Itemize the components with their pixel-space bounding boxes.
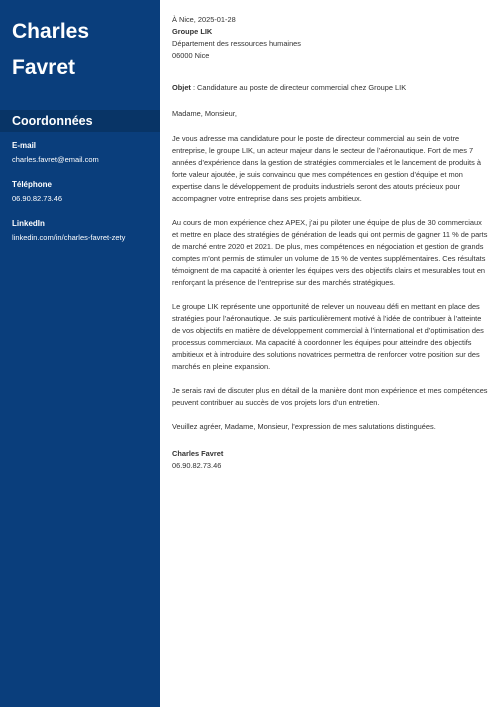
candidate-name xyxy=(0,0,160,96)
phone-label: Téléphone xyxy=(12,180,53,189)
sidebar xyxy=(0,0,160,707)
signature-phone: 06.90.82.73.46 xyxy=(172,461,222,470)
letter-date: À Nice, 2025-01-28 xyxy=(172,15,236,24)
paragraph-4: Je serais ravi de discuter plus en détail de la manière dont mon expérience et mes compétences peuvent contribuer au succès de vos projets lors d’un entretien. xyxy=(172,386,488,407)
paragraph-2: Au cours de mon expérience chez APEX, j’ai pu piloter une équipe de plus de 30 commerciaux et mettre en place des stratégies de génération de leads qui ont permis de gagner 11 % de parts de marché entre 2020 et 2021. De plus, mes compétences en négociation et gestion de grands comptes m’ont permis de stimuler un volume de 15 % de ventes supplémentaires. Ces résultats témoignent de ma capacité à orienter les équipes vers des objectifs clairs et mesurables tout en renforçant la présence de l’entreprise sur des marchés stratégiques. xyxy=(172,218,488,287)
linkedin-label: LinkedIn xyxy=(12,219,45,228)
letter-object xyxy=(172,82,488,94)
recipient-block xyxy=(172,26,488,62)
closing-formula: Veuillez agréer, Madame, Monsieur, l’expression de mes salutations distinguées. xyxy=(172,422,436,431)
contact-details xyxy=(0,132,160,243)
object-text: : Candidature au poste de directeur commercial chez Groupe LIK xyxy=(190,83,407,92)
letter-body xyxy=(160,0,500,707)
paragraph-1: Je vous adresse ma candidature pour le poste de directeur commercial au sein de votre entreprise, le groupe LIK, un acteur majeur dans le secteur de l’aéronautique. Fort de mes 7 années d’expérience dans la gestion de stratégies commerciales et le lancement de produits à forte valeur ajoutée, je suis convaincu que mes compétences en gestion d’équipe et mon expertise dans le développement de produits industriels seront des atouts précieux pour accompagner votre entreprise dans ses projets ambitieux. xyxy=(172,134,481,203)
recipient-name: Groupe LIK xyxy=(172,27,213,36)
object-label: Objet xyxy=(172,83,191,92)
contact-section-title: Coordonnées xyxy=(0,110,160,132)
recipient-department: Département des ressources humaines xyxy=(172,39,301,48)
email-value[interactable]: charles.favret@email.com xyxy=(12,155,99,164)
recipient-city: 06000 Nice xyxy=(172,51,210,60)
paragraph-3: Le groupe LIK représente une opportunité de relever un nouveau défi en mettant en place des stratégies pour l’aéronautique. Je suis particulièrement motivé à l’idée de contribuer à l’atteinte de vos objectifs en matière de développement commercial à l’international et d’optimisation des processus commerciaux. Ma capacité à coordonner les équipes pour atteindre des objectifs ambitieux et à introduire des solutions novatrices permettra de renforcer votre position sur des marchés en pleine expansion. xyxy=(172,302,484,371)
first-name: Charles xyxy=(12,20,90,43)
phone-value[interactable]: 06.90.82.73.46 xyxy=(12,194,63,203)
signature-name: Charles Favret xyxy=(172,449,224,458)
linkedin-value[interactable]: linkedin.com/in/charles-favret-zety xyxy=(12,233,126,242)
email-label: E-mail xyxy=(12,141,37,150)
salutation: Madame, Monsieur, xyxy=(172,109,237,118)
last-name: Favret xyxy=(12,56,76,79)
